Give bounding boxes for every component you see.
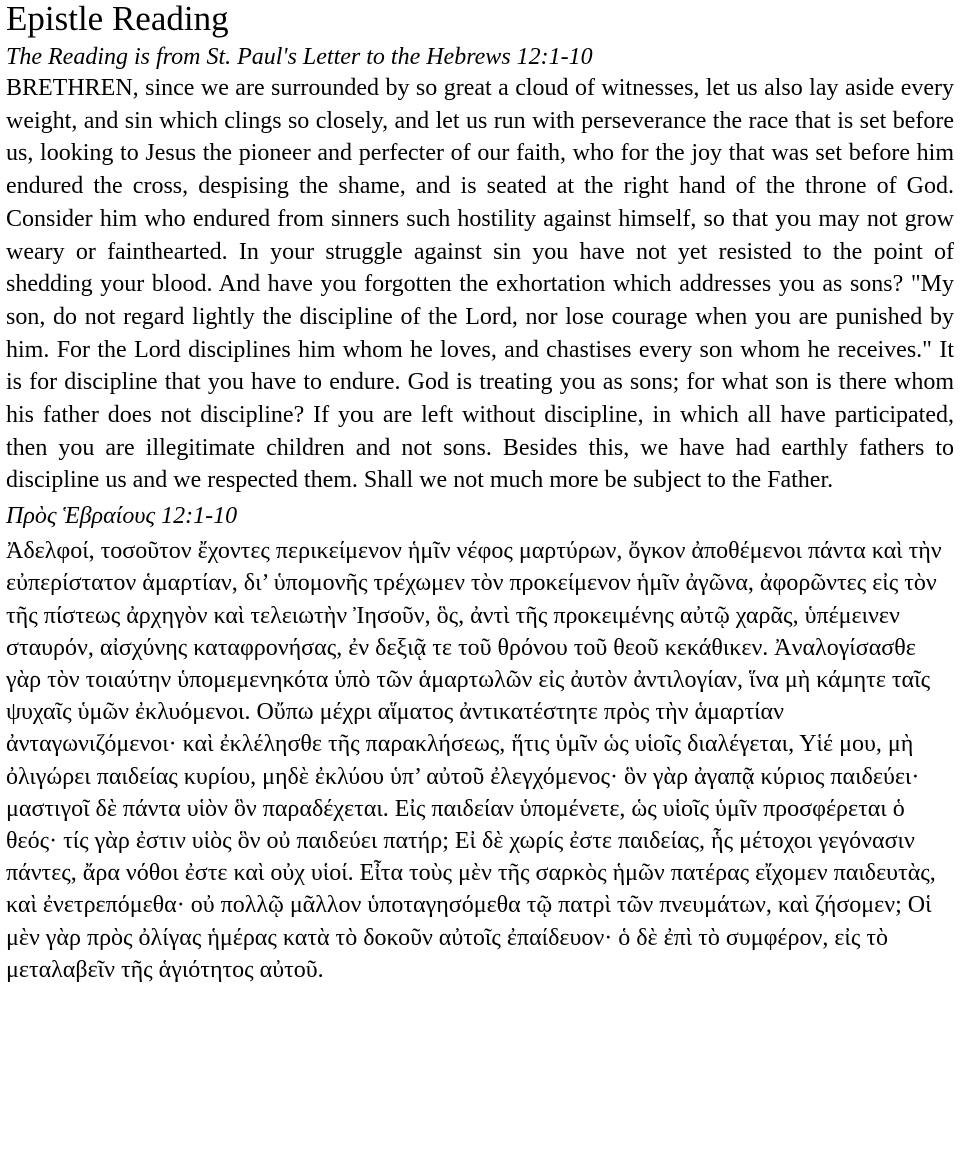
page-title: Epistle Reading: [6, 0, 229, 38]
document-page: [6, 0, 954, 986]
reading-intro: The Reading is from St. Paul's Letter to the Hebrews 12:1-10: [6, 44, 593, 70]
english-epistle-text: BRETHREN, since we are surrounded by so great a cloud of witnesses, let us also lay aside every weight, and sin which clings so closely, and let us run with perseverance the race that is set before us, looking to Jesus the pioneer and perfecter of our faith, who for the joy that was set before him endured the cross, despising the shame, and is seated at the right hand of the throne of God. Consider him who endured from sinners such hostility against himself, so that you may not grow weary or fainthearted. In your struggle against sin you have not yet resisted to the point of shedding your blood. And have you forgotten the exhortation which addresses you as sons? "My son, do not regard lightly the discipline of the Lord, nor lose courage when you are punished by him. For the Lord disciplines him whom he loves, and chastises every son whom he receives." It is for discipline that you have to endure. God is treating you as sons; for what son is there whom his father does not discipline? If you are left without discipline, in which all have participated, then you are illegitimate children and not sons. Besides this, we have had earthly fathers to discipline us and we respected them. Shall we not much more be subject to the Father.: [6, 75, 954, 494]
greek-heading: Πρὸς Ἑβραίους 12:1-10: [6, 503, 238, 530]
greek-epistle-text: Ἀδελφοί, τοσοῦτον ἔχοντες περικείμενον ἡμῖν νέφος μαρτύρων, ὄγκον ἀποθέμενοι πάντα καὶ τὴν εὐπερίστατον ἁμαρτίαν, δι’ ὑπομονῆς τρέχωμεν τὸν προκείμενον ἡμῖν ἀγῶνα, ἀφορῶντες εἰς τὸν τῆς πίστεως ἀρχηγὸν καὶ τελειωτὴν Ἰησοῦν, ὃς, ἀντὶ τῆς προκειμένης αὐτῷ χαρᾶς, ὑπέμεινεν σταυρόν, αἰσχύνης καταφρονήσας, ἐν δεξιᾷ τε τοῦ θρόνου τοῦ θεοῦ κεκάθικεν. Ἀναλογίσασθε γὰρ τὸν τοιαύτην ὑπομεμενηκότα ὑπὸ τῶν ἁμαρτωλῶν εἰς ἀυτὸν ἀντιλογίαν, ἵνα μὴ κάμητε ταῖς ψυχαῖς ὑμῶν ἐκλυόμενοι. Οὔπω μέχρι αἵματος ἀντικατέστητε πρὸς τὴν ἁμαρτίαν ἀνταγωνιζόμενοι· καὶ ἐκλέλησθε τῆς παρακλήσεως, ἥτις ὑμῖν ὡς υἱοῖς διαλέγεται, Υἱέ μου, μὴ ὀλιγώρει παιδείας κυρίου, μηδὲ ἐκλύου ὑπ’ αὐτοῦ ἐλεγχόμενος· ὃν γὰρ ἀγαπᾷ κύριος παιδεύει· μαστιγοῖ δὲ πάντα υἱὸν ὃν παραδέχεται. Εἰς παιδείαν ὑπομένετε, ὡς υἱοῖς ὑμῖν προσφέρεται ὁ θεός· τίς γὰρ ἐστιν υἱὸς ὃν οὐ παιδεύει πατήρ; Εἰ δὲ χωρίς ἐστε παιδείας, ἧς μέτοχοι γεγόνασιν πάντες, ἄρα νόθοι ἐστε καὶ οὐχ υἱοί. Εἶτα τοὺς μὲν τῆς σαρκὸς ἡμῶν πατέρας εἴχομεν παιδευτὰς, καὶ ἐνετρεπόμεθα· οὐ πολλῷ μᾶλλον ὑποταγησόμεθα τῷ πατρὶ τῶν πνευμάτων, καὶ ζήσομεν; Οἱ μὲν γὰρ πρὸς ὀλίγας ἡμέρας κατὰ τὸ δοκοῦν αὐτοῖς ἐπαίδευον· ὁ δὲ ἐπὶ τὸ συμφέρον, εἰς τὸ μεταλαβεῖν τῆς ἁγιότητος αὐτοῦ.: [6, 538, 942, 983]
